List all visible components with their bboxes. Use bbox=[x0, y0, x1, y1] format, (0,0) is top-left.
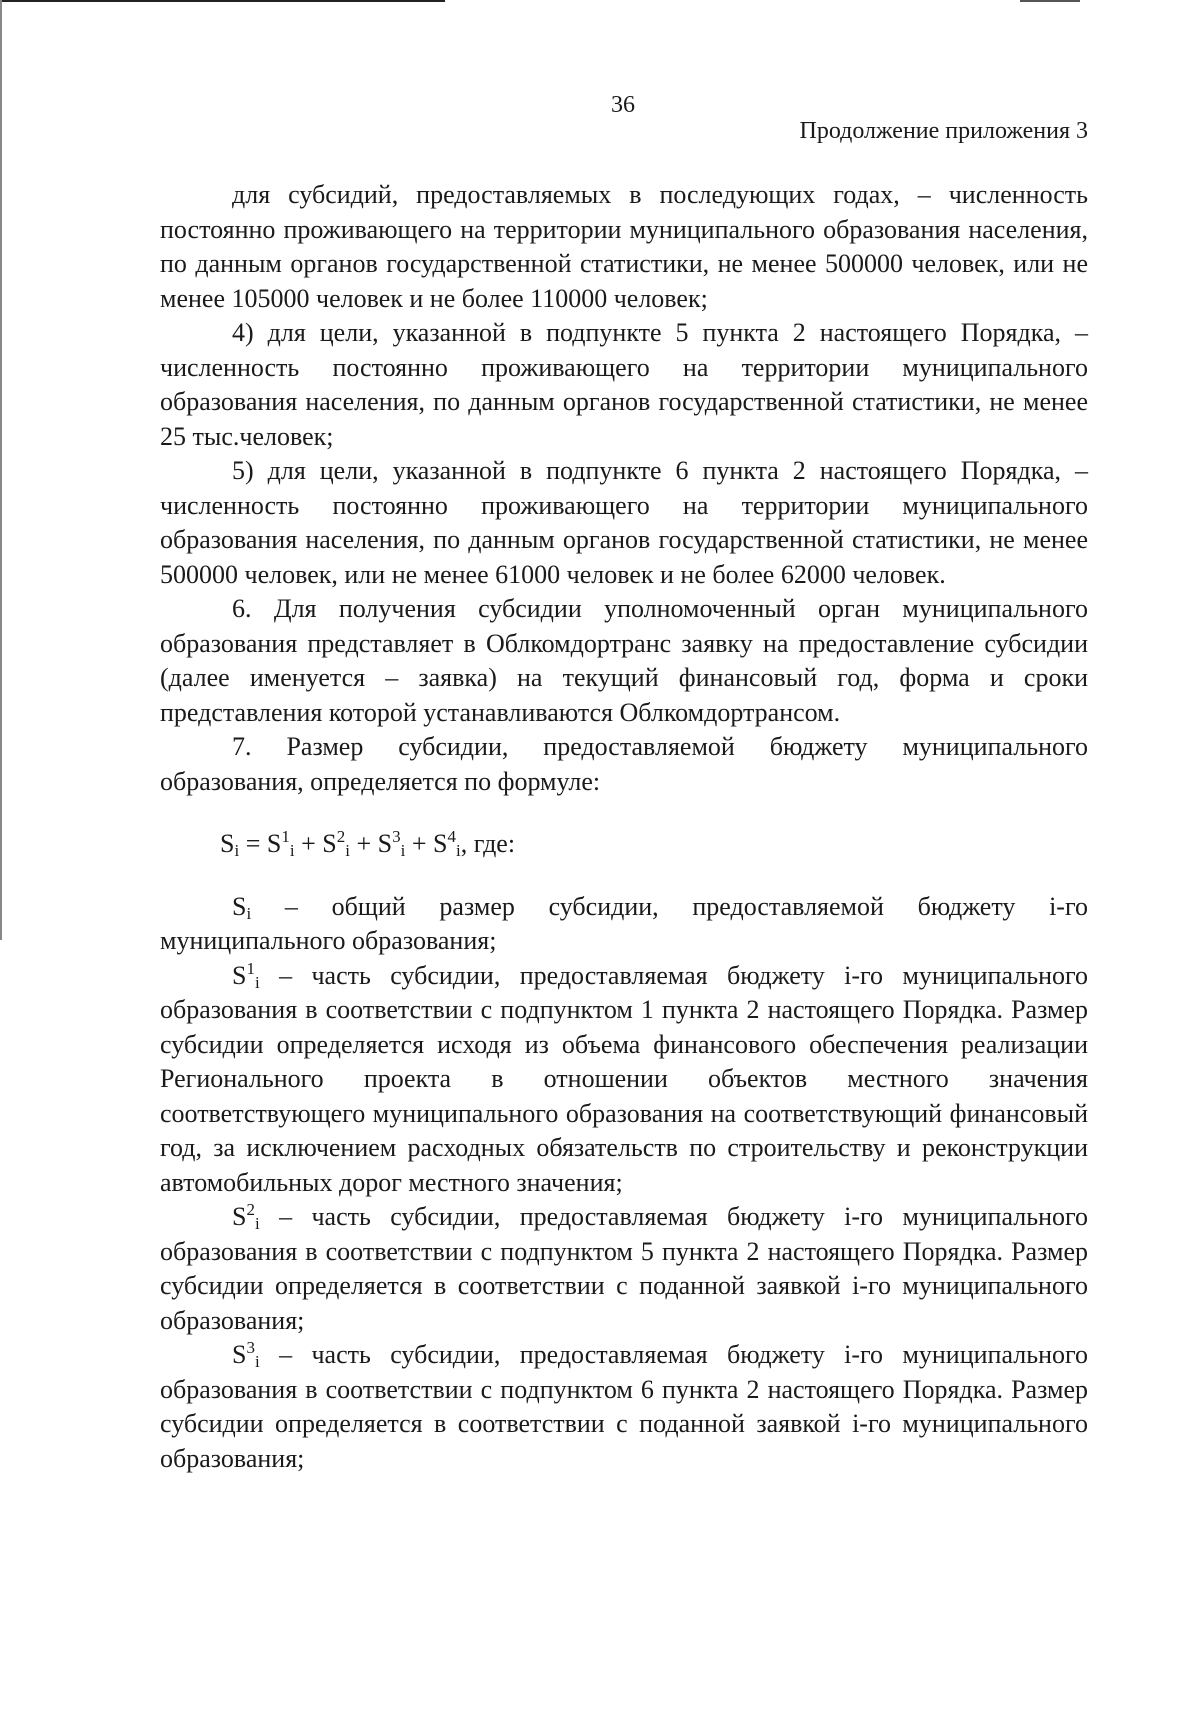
scan-border-left bbox=[0, 0, 2, 1714]
paragraph-item-6: 6. Для получения субсидии уполномоченный орган муниципального образования представляет в Облкомдортранс заявку на предоставление субсидии (далее именуется – заявка) на текущий финансовый год, форма и сроки представления которой устанавливаются Облкомдортрансом. bbox=[160, 594, 1088, 727]
page-number: 36 bbox=[611, 92, 635, 118]
subsidy-formula: $S_i = S^1_i + S^2_i + S^3_i + S^4_i$, где: bbox=[220, 827, 516, 860]
definition-s1i: $S^1_i$ – часть субсидии, предоставляемая бюджету i-го муниципального образования в соответствии с подпунктом 1 пункта 2 настоящего Порядка. Размер субсидии определяется исходя из объема финансового обеспечения реализации Регионального проекта в отношении объектов местного значения соответствующего муниципального образования на соответствующий финансовый год, за исключением расходных обязательств по строительству и реконструкции автомобильных дорог местного значения; bbox=[160, 958, 1088, 1197]
paragraph-item-5: 5) для цели, указанной в подпункте 6 пункта 2 настоящего Порядка, – численность постоянно проживающего на территории муниципального образования населения, по данным органов государственной статистики, не менее 500000 человек, или не менее 61000 человек и не более 62000 человек. bbox=[160, 456, 1088, 589]
document-body bbox=[160, 178, 1088, 1476]
paragraph-subsidies-next-years: для субсидий, предоставляемых в последующих годах, – численность постоянно проживающего на территории муниципального образования населения, по данным органов государственной статистики, не менее 500000 человек, или не менее 105000 человек и не более 110000 человек; bbox=[160, 180, 1088, 313]
paragraph-item-7: 7. Размер субсидии, предоставляемой бюджету муниципального образования, определяется по формуле: bbox=[160, 732, 1088, 796]
definition-s3i: $S^3_i$ – часть субсидии, предоставляемая бюджету i-го муниципального образования в соответствии с подпунктом 6 пункта 2 настоящего Порядка. Размер субсидии определяется в соответствии с поданной заявкой i-го муниципального образования; bbox=[160, 1338, 1088, 1473]
scan-border-top bbox=[0, 0, 1200, 2]
definition-si: $S_i$ – общий размер субсидии, предоставляемой бюджету i-го муниципального образования; bbox=[160, 891, 1088, 955]
paragraph-item-4: 4) для цели, указанной в подпункте 5 пункта 2 настоящего Порядка, – численность постоянно проживающего на территории муниципального образования населения, по данным органов государственной статистики, не менее 25 тыс.человек; bbox=[160, 318, 1088, 451]
appendix-continuation-label: Продолжение приложения 3 bbox=[799, 118, 1088, 144]
definition-s2i: $S^2_i$ – часть субсидии, предоставляемая бюджету i-го муниципального образования в соответствии с подпунктом 5 пункта 2 настоящего Порядка. Размер субсидии определяется в соответствии с поданной заявкой i-го муниципального образования; bbox=[160, 1200, 1088, 1335]
